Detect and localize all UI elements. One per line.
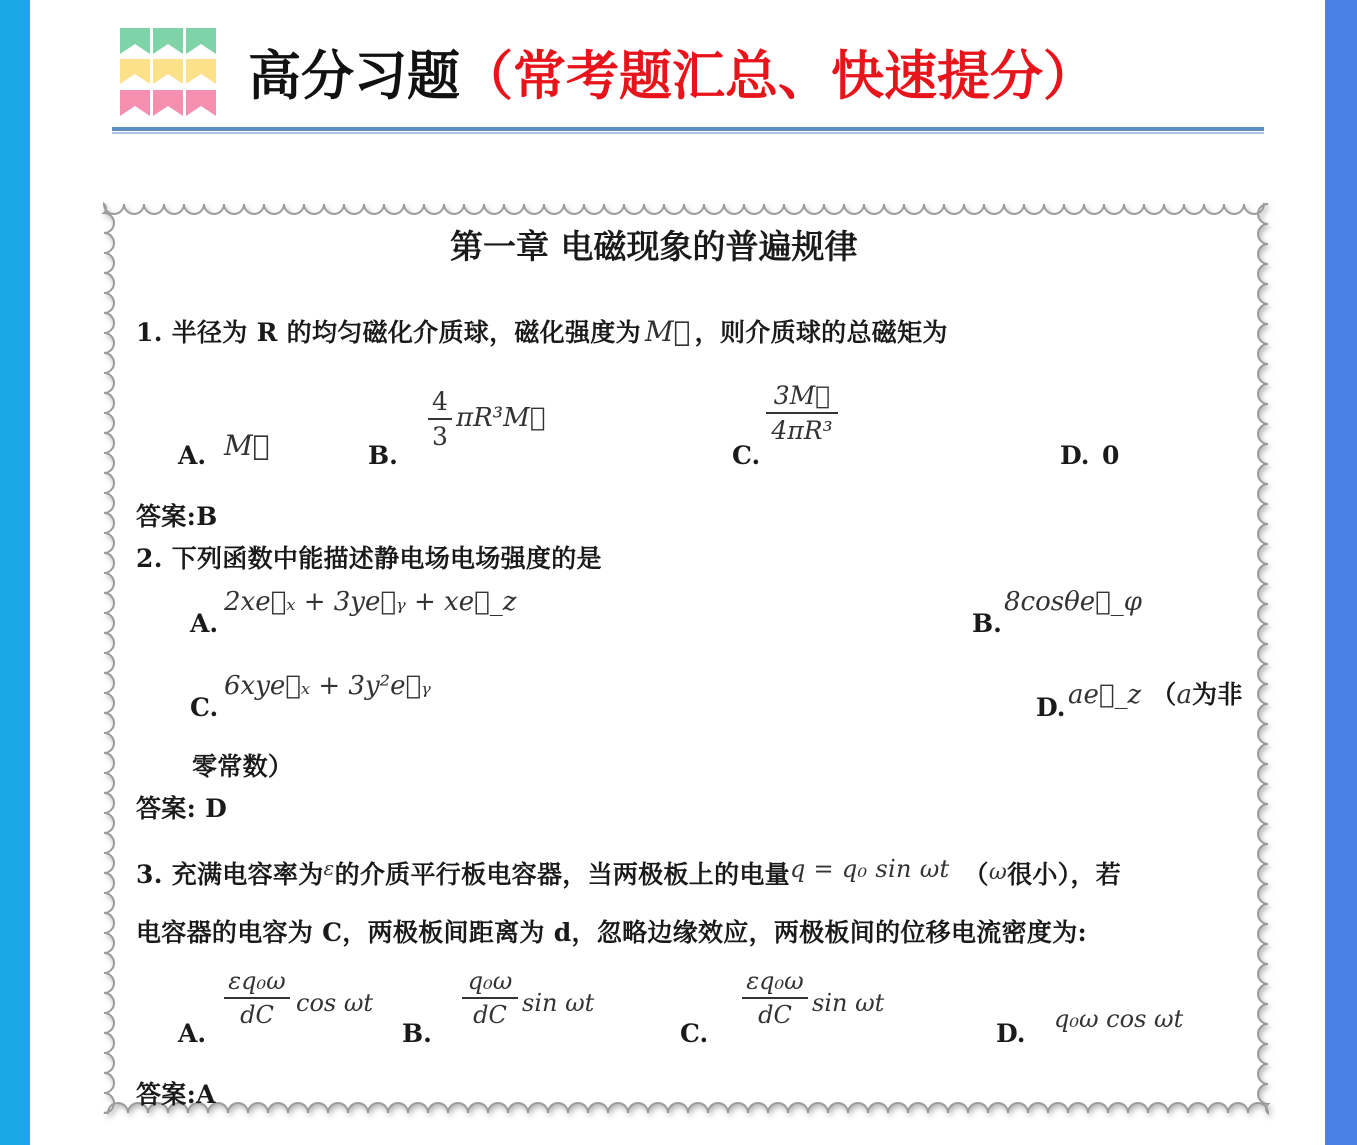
q2-option-d-paren: （ [1151,680,1177,709]
right-accent-bar [1325,0,1357,1145]
q3-option-d-label: D. [996,1019,1026,1048]
q3-option-a-tail: cos ωt [296,989,374,1017]
q2-option-d-label: D. [1036,693,1066,722]
q3-option-b-num: q₀ω [467,967,513,995]
q1-option-b-fraction [428,387,452,451]
q2-option-d-sym: a [1176,680,1193,710]
q2-option-b-expr: 8cosθe⃗_φ [1004,587,1142,617]
title-sub: （常考题汇总、快速提分） [460,46,1096,107]
q2-stem: 2. 下列函数中能描述静电场电场强度的是 [136,544,602,573]
exercise-sheet [106,205,1266,1110]
q2-option-d-expr: ae⃗_z [1068,680,1142,710]
q1-option-c-fraction [766,381,838,445]
q1-option-b-label: B. [368,441,398,470]
q2-option-d-tail2: 零常数） [192,752,294,781]
q1-stem-tail: ，则介质球的总磁矩为 [694,318,948,347]
q3-option-c-tail: sin ωt [812,989,885,1017]
q3-option-a-den: dC [240,1001,274,1029]
q1-option-a-label: A. [178,441,207,470]
q3-option-b-den: dC [473,1001,507,1029]
q1-option-b-den: 3 [432,422,448,451]
q3-stem-part1: 3. 充满电容率为 [136,860,324,889]
chapter-title: 第一章 电磁现象的普遍规律 [450,227,858,266]
q2-option-d-tail: 为非 [1192,680,1243,709]
q2-option-d-expr-group [1068,675,1243,711]
q1-option-c-label: C. [732,441,761,470]
q1-stem-text: 1. 半径为 R 的均匀磁化介质球，磁化强度为 [136,318,641,347]
q1-option-b-num: 4 [432,387,448,416]
title-main: 高分习题 [248,46,460,107]
q3-answer: 答案:A [136,1080,216,1109]
q1-option-c-den: 4πR³ [771,416,833,445]
q3-option-a-num: εq₀ω [228,967,286,995]
q3-stem-epsilon: ε [323,856,335,880]
q3-option-b-fraction [462,967,518,1029]
q1-stem [136,313,948,349]
q3-stem-formula: q = q₀ sin ωt [789,855,950,883]
q3-stem-line2: 电容器的电容为 C，两极板间距离为 d，忽略边缘效应，两极板间的位移电流密度为: [136,918,1088,947]
q3-option-c-num: εq₀ω [746,967,804,995]
q2-option-a-expr: 2xe⃗ₓ + 3ye⃗ᵧ + xe⃗_z [224,587,517,617]
bunting-logo-icon [120,26,216,118]
q3-option-c-den: dC [758,1001,792,1029]
q1-option-d-label: D. [1060,441,1090,470]
page-title [248,34,1096,107]
q2-option-a-label: A. [190,609,219,638]
q2-option-c-label: C. [190,693,219,722]
q3-stem-part3: （ [963,860,989,889]
q3-stem-part4: 很小），若 [1007,860,1122,889]
title-divider-shade [112,132,1264,134]
q1-option-a-expr: M⃗ [224,429,270,462]
q3-option-b-tail: sin ωt [522,989,595,1017]
q3-option-a-label: A. [178,1019,207,1048]
q1-stem-symbol: M⃗ [644,315,691,348]
q2-option-c-expr: 6xye⃗ₓ + 3y²e⃗ᵧ [224,671,431,701]
q2-answer: 答案: D [136,794,228,823]
q3-option-c-fraction [742,967,808,1029]
q1-option-c-num: 3M⃗ [773,381,831,410]
q1-option-d-expr: 0 [1102,441,1120,470]
q3-stem-omega: ω [988,860,1008,885]
q3-option-a-fraction [224,967,290,1029]
q3-option-c-label: C. [680,1019,709,1048]
q1-option-b-expr: πR³M⃗ [456,403,546,433]
q1-answer: 答案:B [136,502,218,531]
q3-option-d-expr: q₀ω cos ωt [1054,1005,1184,1033]
q3-stem [136,855,1121,891]
q3-stem-part2: 的介质平行板电容器，当两极板上的电量 [334,860,790,889]
q3-option-b-label: B. [402,1019,432,1048]
title-divider [112,127,1264,131]
left-accent-bar [0,0,30,1145]
q2-option-b-label: B. [972,609,1002,638]
